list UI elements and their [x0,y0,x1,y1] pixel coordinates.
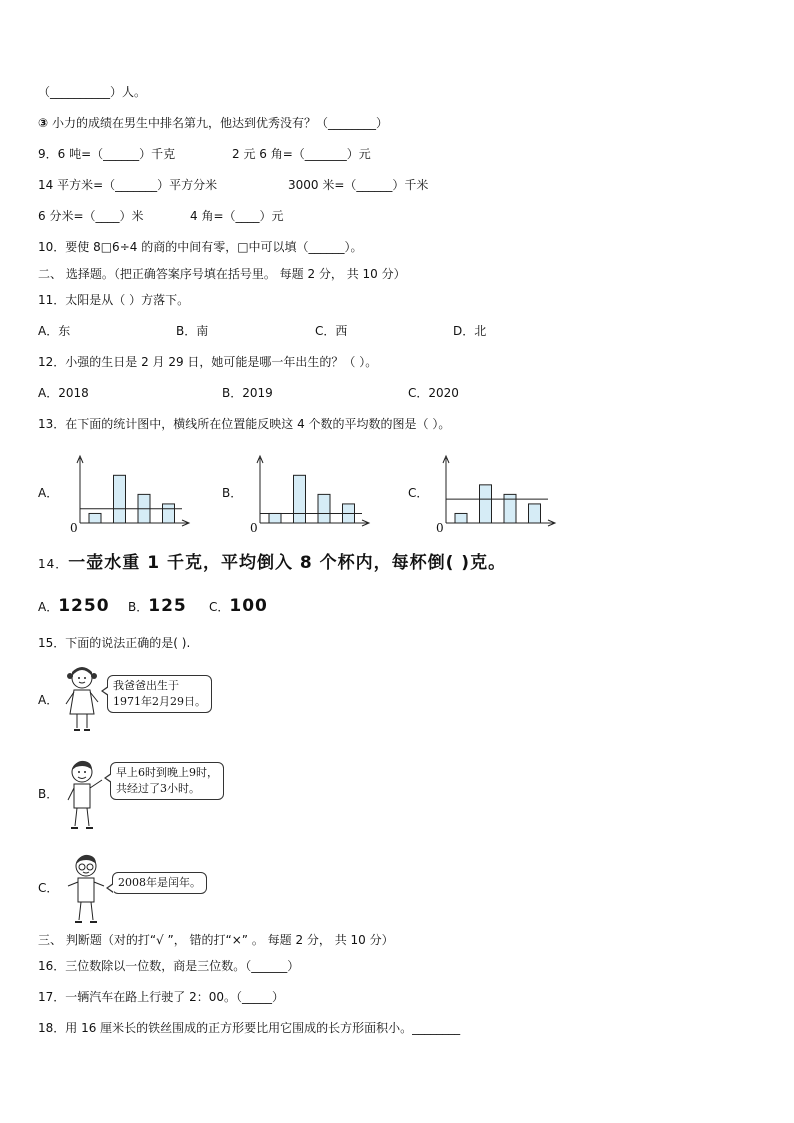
chart-a-bar-2 [114,475,126,523]
q14-option-a [38,598,110,615]
chart-c-bar-4 [529,504,541,523]
chart-a-bar-1 [89,513,101,523]
q15-option-c-label: C． [38,881,59,895]
q12-option-c: C．2020 [408,386,459,400]
q16-text: 16．三位数除以一位数，商是三位数。（______） [38,959,300,973]
q9-part-c: 14 平方米=（_______）平方分米 [38,178,218,192]
section-2-heading: 二、 选择题。（把正确答案序号填在括号里。 每题 2 分， 共 10 分） [38,267,406,281]
q14-option-a-label: A． [38,600,59,614]
q10-text: 10．要使 8□6÷4 的商的中间有零，□中可以填（______）。 [38,240,363,254]
q9-part-d: 3000 米=（______）千米 [288,178,429,192]
q14-option-b-value: 125 [148,596,187,616]
speech-bubble-a-line-1: 我爸爸出生于 [113,679,179,692]
speech-bubble-c-line-1: 2008年是闰年。 [118,876,201,889]
q8-sub-question-3 [38,115,388,131]
q11-option-a: A．东 [38,324,71,338]
q12-option-b: B．2019 [222,386,273,400]
q14-text: 一壶水重 1 千克，平均倒入 8 个杯内，每杯倒( )克。 [68,553,507,573]
q15-option-b-label: B． [38,787,59,801]
chart-a-zero-label: 0 [70,521,78,535]
q14-option-c-label: C． [209,600,230,614]
q15-text: 15．下面的说法正确的是( ). [38,636,191,650]
q9-part-a: 9．6 吨=（______）千克 [38,147,176,161]
q12-text: 12．小强的生日是 2 月 29 日，她可能是哪一年出生的？（ ）。 [38,355,378,369]
q15-option-a-label: A． [38,693,59,707]
chart-b-bar-3 [318,494,330,523]
chart-c-zero-label: 0 [436,521,444,535]
q13-text: 13．在下面的统计图中，横线所在位置能反映这 4 个数的平均数的图是（ ）。 [38,417,451,431]
q17-text: 17．一辆汽车在路上行驶了 2：00。（_____） [38,990,284,1004]
chart-b-zero-label: 0 [250,521,258,535]
chart-c-bar-2 [480,485,492,523]
q11-option-c: C．西 [315,324,348,338]
q13-option-b-label: B． [222,486,243,500]
q11-option-b: B．南 [176,324,209,338]
q13-chart-b [248,456,372,536]
q14-option-a-value: 1250 [58,596,110,616]
q13-option-c-label: C． [408,486,429,500]
q14-question [38,555,506,572]
q14-option-c [209,598,268,615]
boy-with-glasses-illustration [64,852,108,928]
circled-three-mark: ③ [38,116,49,130]
q13-chart-c [434,456,558,536]
q18-text: 18．用 16 厘米长的铁丝围成的正方形要比用它围成的长方形面积小。________ [38,1021,461,1035]
q13-option-a-label: A． [38,486,59,500]
section-3-heading: 三、 判断题（对的打“√ ”， 错的打“×” 。 每题 2 分， 共 10 分） [38,933,394,947]
speech-bubble-a-line-2: 1971年2月29日。 [113,695,206,708]
q14-option-b-label: B． [128,600,149,614]
q14-option-c-value: 100 [229,596,268,616]
q8-sub-question-3-text: 小力的成绩在男生中排名第九，他达到优秀没有？（________） [48,116,388,130]
chart-b-bar-2 [294,475,306,523]
speech-bubble-b-line-1: 早上6时到晚上9时， [116,766,218,779]
q9-part-e: 6 分米=（____）米 [38,209,144,223]
q14-number: 14． [38,557,69,571]
speech-bubble-b [110,762,224,800]
q9-part-b: 2 元 6 角=（_______）元 [232,147,371,161]
boy-illustration [62,758,106,834]
speech-bubble-a [107,675,212,713]
chart-a-bar-4 [163,504,175,523]
chart-c-bar-1 [455,513,467,523]
chart-b-bar-1 [269,513,281,523]
girl-illustration [62,664,102,736]
q11-text: 11．太阳是从（ ）方落下。 [38,293,190,307]
speech-bubble-b-line-2: 共经过了3小时。 [116,782,200,795]
q11-option-d: D．北 [453,324,487,338]
q8-answer-line: （__________）人。 [38,85,147,99]
q9-part-f: 4 角=（____）元 [190,209,284,223]
q12-option-a: A．2018 [38,386,89,400]
q13-chart-a [68,456,192,536]
speech-bubble-c [112,872,207,894]
q14-option-b [128,598,187,615]
